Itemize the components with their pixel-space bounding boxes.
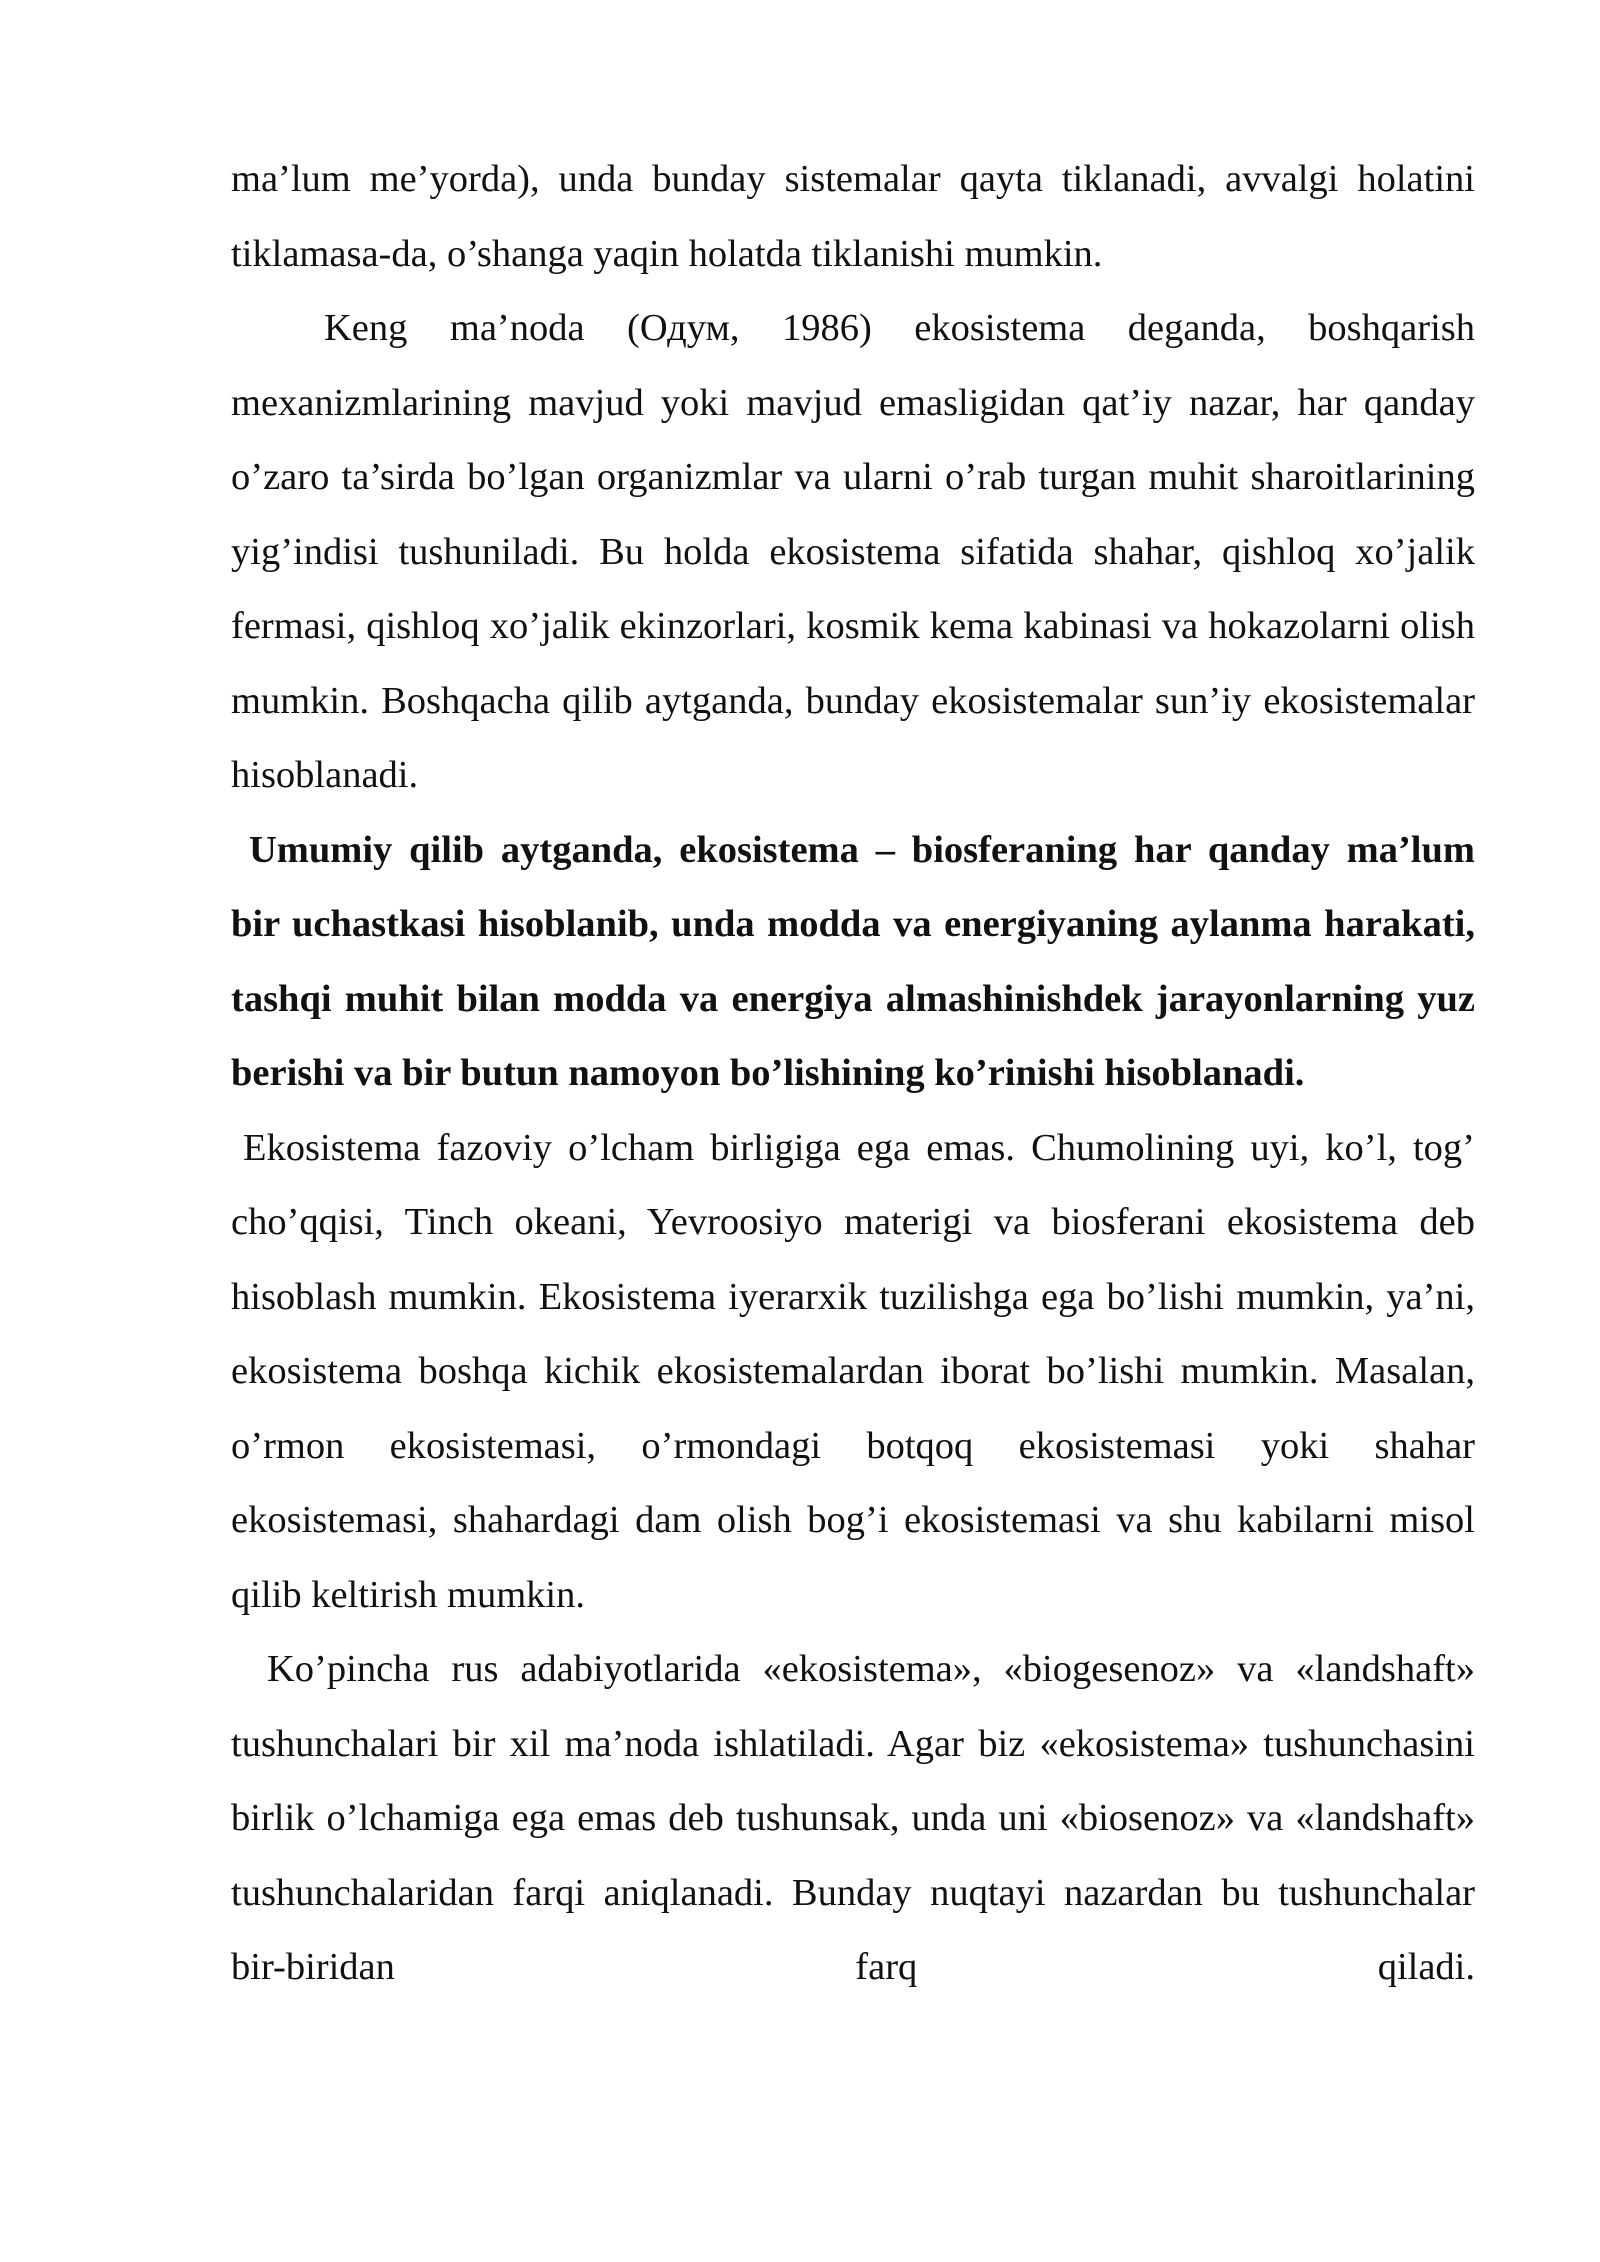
paragraph-ecosystem-broad-definition: Keng ma’noda (Одум, 1986) ekosistema deganda, boshqarish mexanizmlarining mavjud yoki mavjud emasligidan qat’iy nazar, har qanday o’zaro ta’sirda bo’lgan organizmlar va ularni o’rab turgan muhit sharoitlarining yig’indisi tushuniladi. Bu holda ekosistema sifatida shahar, qishloq xo’jalik fermasi, qishloq xo’jalik ekinzorlari, kosmik kema kabinasi va hokazolarni olish mumkin. Boshqacha qilib aytganda, bunday ekosistemalar sun’iy ekosistemalar hisoblanadi. — [231, 307, 1475, 796]
paragraph-continuation: ma’lum me’yorda), unda bunday sistemalar qayta tiklanadi, avvalgi holatini tiklamasa-da, o’shanga yaqin holatda tiklanishi mumkin. — [231, 158, 1475, 275]
paragraph-ecosystem-scale: Ekosistema fazoviy o’lcham birligiga ega emas. Chumolining uyi, ko’l, tog’ cho’qqisi, Tinch okeani, Yevroosiyo materigi va biosferani ekosistema deb hisoblash mumkin. Ekosistema iyerarxik tuzilishga ega bo’lishi mumkin, ya’ni, ekosistema boshqa kichik ekosistemalardan iborat bo’lishi mumkin. Masalan, o’rmon ekosistemasi, o’rmondagi botqoq ekosistemasi yoki shahar ekosistemasi, shahardagi dam olish bog’i ekosistemasi va shu kabilarni misol qilib keltirish mumkin. — [231, 1126, 1475, 1616]
paragraph-ecosystem-terminology: Ko’pincha rus adabiyotlarida «ekosistema», «biogesenoz» va «landshaft» tushunchalari bir xil ma’noda ishlatiladi. Agar biz «ekosistema» tushunchasini birlik o’lchamiga ega emas deb tushunsak, unda uni «biosenoz» va «landshaft» tushunchalaridan farqi aniqlanadi. Bunday nuqtayi nazardan bu tushunchalar bir-biridan farq qiladi. — [231, 1648, 1475, 1988]
paragraph-ecosystem-summary-bold: Umumiy qilib aytganda, ekosistema – biosferaning har qanday ma’lum bir uchastkasi hisoblanib, unda modda va energiyaning aylanma harakati, tashqi muhit bilan modda va energiya almashinishdek jarayonlarning yuz berishi va bir butun namoyon bo’lishining ko’rinishi hisoblanadi. — [231, 828, 1475, 1094]
document-page — [231, 142, 1475, 2005]
